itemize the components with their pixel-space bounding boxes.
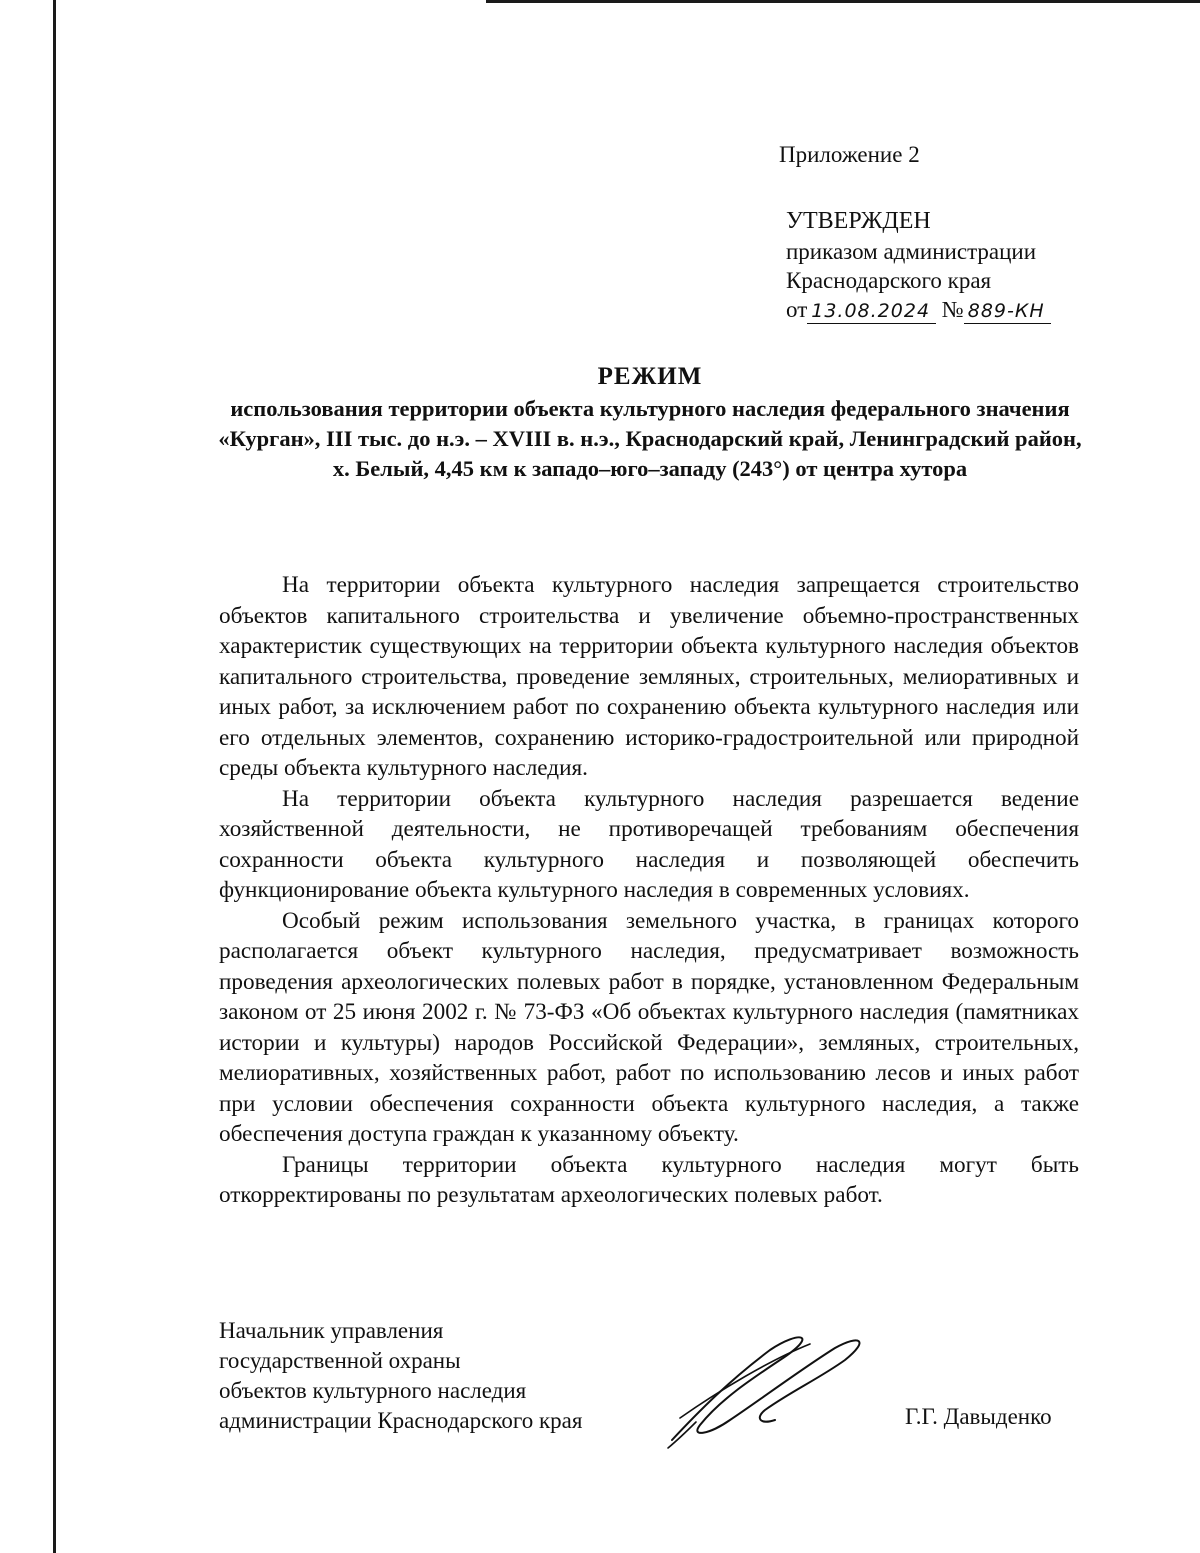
signer-name: Г.Г. Давыденко (905, 1404, 1052, 1429)
approval-heading: УТВЕРЖДЕН (786, 208, 931, 234)
approval-block (786, 205, 1051, 324)
document-title (215, 360, 1085, 484)
title-heading: РЕЖИМ (597, 363, 703, 390)
body-paragraph: На территории объекта культурного наследия запрещается строительство объектов капитального строительства и увеличение объемно-пространственных характеристик существующих на территории объекта культурного наследия объектов капитального строительства, проведение земляных, строительных, мелиоративных и иных работ, за исключением работ по сохранению объекта культурного наследия или его отдельных элементов, сохранению историко-градостроительной или природной среды объекта культурного наследия. (219, 572, 1079, 781)
approval-line-region: Краснодарского края (786, 268, 992, 293)
scan-border-left (53, 0, 56, 1553)
appendix-label: Приложение 2 (779, 142, 920, 167)
signatory-line: администрации Краснодарского края (219, 1408, 583, 1433)
body-paragraph: На территории объекта культурного наследия разрешается ведение хозяйственной деятельности, не противоречащей требованиям обеспечения сохранности объекта культурного наследия и позволяющей обеспечить функционирование объекта культурного наследия в современных условиях. (219, 785, 1079, 903)
date-prefix: от (786, 297, 808, 322)
signatory-line: Начальник управления (219, 1318, 444, 1343)
handwritten-number: 889-КН (964, 299, 1051, 324)
body-paragraph: Границы территории объекта культурного наследия могут быть откорректированы по результатам археологических полевых работ. (219, 1151, 1079, 1208)
scan-border-top (486, 0, 1200, 3)
handwritten-date: 13.08.2024 (807, 299, 936, 324)
signatory-title (219, 1316, 582, 1436)
approval-date-number (786, 295, 1051, 324)
title-subtitle: использования территории объекта культурного наследия федерального значения «Курган», III тыс. до н.э. – XVIII в. н.э., Краснодарский край, Ленинградский район, х. Белый, 4,45 км к западо–юго–западу (243°) от центра хутора (218, 396, 1082, 481)
body-paragraph: Особый режим использования земельного участка, в границах которого располагается объект культурного наследия, предусматривает возможность проведения археологических полевых работ в порядке, установленном Федеральным законом от 25 июня 2002 г. № 73-ФЗ «Об объектах культурного наследия (памятниках истории и культуры) народов Российской Федерации», земляных, строительных, мелиоративных, хозяйственных работ, работ по использованию лесов и иных работ при условии обеспечения сохранности объекта культурного наследия, а также обеспечения доступа граждан к указанному объекту. (219, 907, 1079, 1147)
signatory-line: объектов культурного наследия (219, 1378, 527, 1403)
number-prefix: № (941, 297, 964, 322)
signatory-line: государственной охраны (219, 1348, 461, 1373)
document-body (219, 570, 1079, 1211)
signature-icon (660, 1330, 880, 1450)
approval-line-order: приказом администрации (786, 239, 1037, 264)
